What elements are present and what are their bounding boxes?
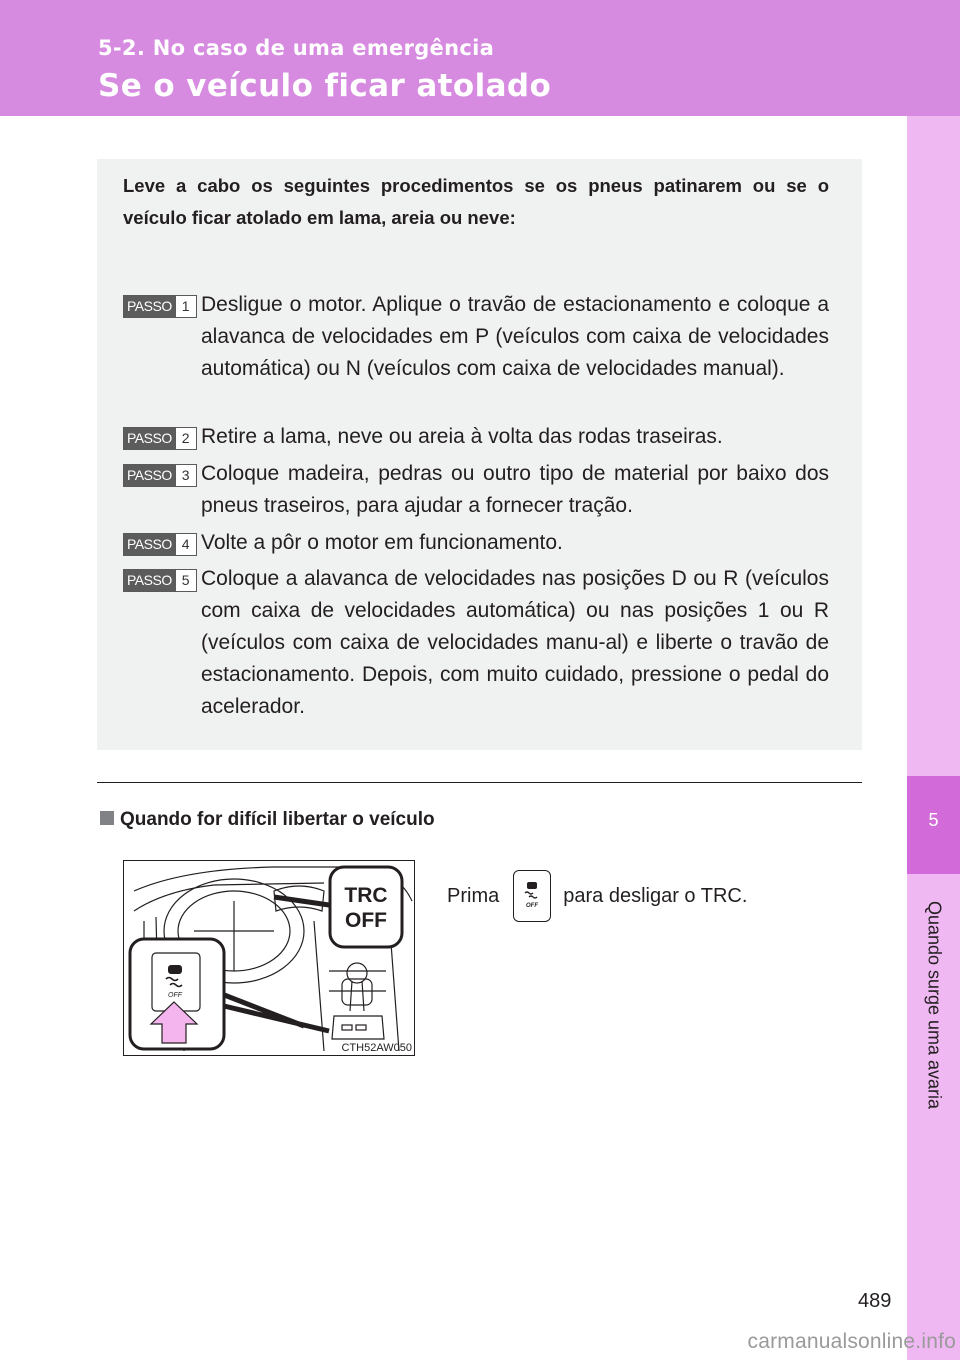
step-badge xyxy=(123,427,197,450)
section-number: 5-2. No caso de uma emergência xyxy=(98,36,495,60)
callout-off-text: OFF xyxy=(345,909,387,932)
step-text: Coloque madeira, pedras ou outro tipo de material por baixo dos pneus traseiros, para ajudar a fornecer tração. xyxy=(201,462,829,517)
procedure-intro: Leve a cabo os seguintes procedimentos se os pneus patinarem ou se o veículo ficar atolado em lama, areia ou neve: xyxy=(123,175,829,228)
step-text: Retire a lama, neve ou areia à volta das rodas traseiras. xyxy=(201,425,723,448)
page-title: Se o veículo ficar atolado xyxy=(98,68,552,104)
button-off-label: OFF xyxy=(526,903,539,909)
chapter-side-tab xyxy=(907,116,960,1360)
inset-off-label: OFF xyxy=(168,992,182,999)
watermark: carmanualsonline.info xyxy=(747,1330,956,1353)
step-word: PASSO xyxy=(124,465,175,486)
chapter-number: 5 xyxy=(928,810,939,830)
step-word: PASSO xyxy=(124,296,175,317)
step-number: 5 xyxy=(175,570,196,591)
page-number: 489 xyxy=(858,1290,892,1312)
step-item xyxy=(123,458,829,522)
step-word: PASSO xyxy=(124,428,175,449)
step-text: Desligue o motor. Aplique o travão de estacionamento e coloque a alavanca de velocidades em P (veículos com caixa de velocidades automática) ou N (veículos com caixa de velocidades manual). xyxy=(201,293,829,380)
step-item xyxy=(123,563,829,723)
step-number: 4 xyxy=(175,534,196,555)
step-item xyxy=(123,289,829,385)
step-word: PASSO xyxy=(124,534,175,555)
step-number: 1 xyxy=(175,296,196,317)
step-text: Coloque a alavanca de velocidades nas posições D ou R (veículos com caixa de velocidades automática) ou nas posições 1 ou R (veículos com caixa de velocidades manu-al) e liberte o travão de estacionamento. Depois, com muito cuidado, pressione o pedal do acelerador. xyxy=(201,567,829,718)
note-heading xyxy=(100,809,435,831)
note-heading-text: Quando for difícil libertar o veículo xyxy=(120,809,435,830)
chapter-title: Quando surge uma avaria xyxy=(924,900,945,1110)
trc-off-button-icon xyxy=(513,870,551,922)
step-badge xyxy=(123,295,197,318)
callout-trc-text: TRC xyxy=(344,884,388,907)
step-word: PASSO xyxy=(124,570,175,591)
step-item xyxy=(123,527,829,559)
press-text-before: Prima xyxy=(447,884,500,907)
bullet-square-icon xyxy=(100,811,114,825)
press-instruction xyxy=(447,870,747,922)
section-divider xyxy=(97,782,862,783)
inset-button-closeup xyxy=(130,939,224,1049)
step-badge xyxy=(123,533,197,556)
step-badge xyxy=(123,464,197,487)
trc-off-callout xyxy=(328,865,404,949)
step-text: Volte a pôr o motor em funcionamento. xyxy=(201,531,563,554)
page-header xyxy=(0,0,960,116)
press-text-after: para desligar o TRC. xyxy=(563,884,748,907)
step-number: 3 xyxy=(175,465,196,486)
step-item xyxy=(123,421,829,453)
step-number: 2 xyxy=(175,428,196,449)
step-badge xyxy=(123,569,197,592)
figure-caption: CTH52AW050 xyxy=(341,1042,412,1054)
